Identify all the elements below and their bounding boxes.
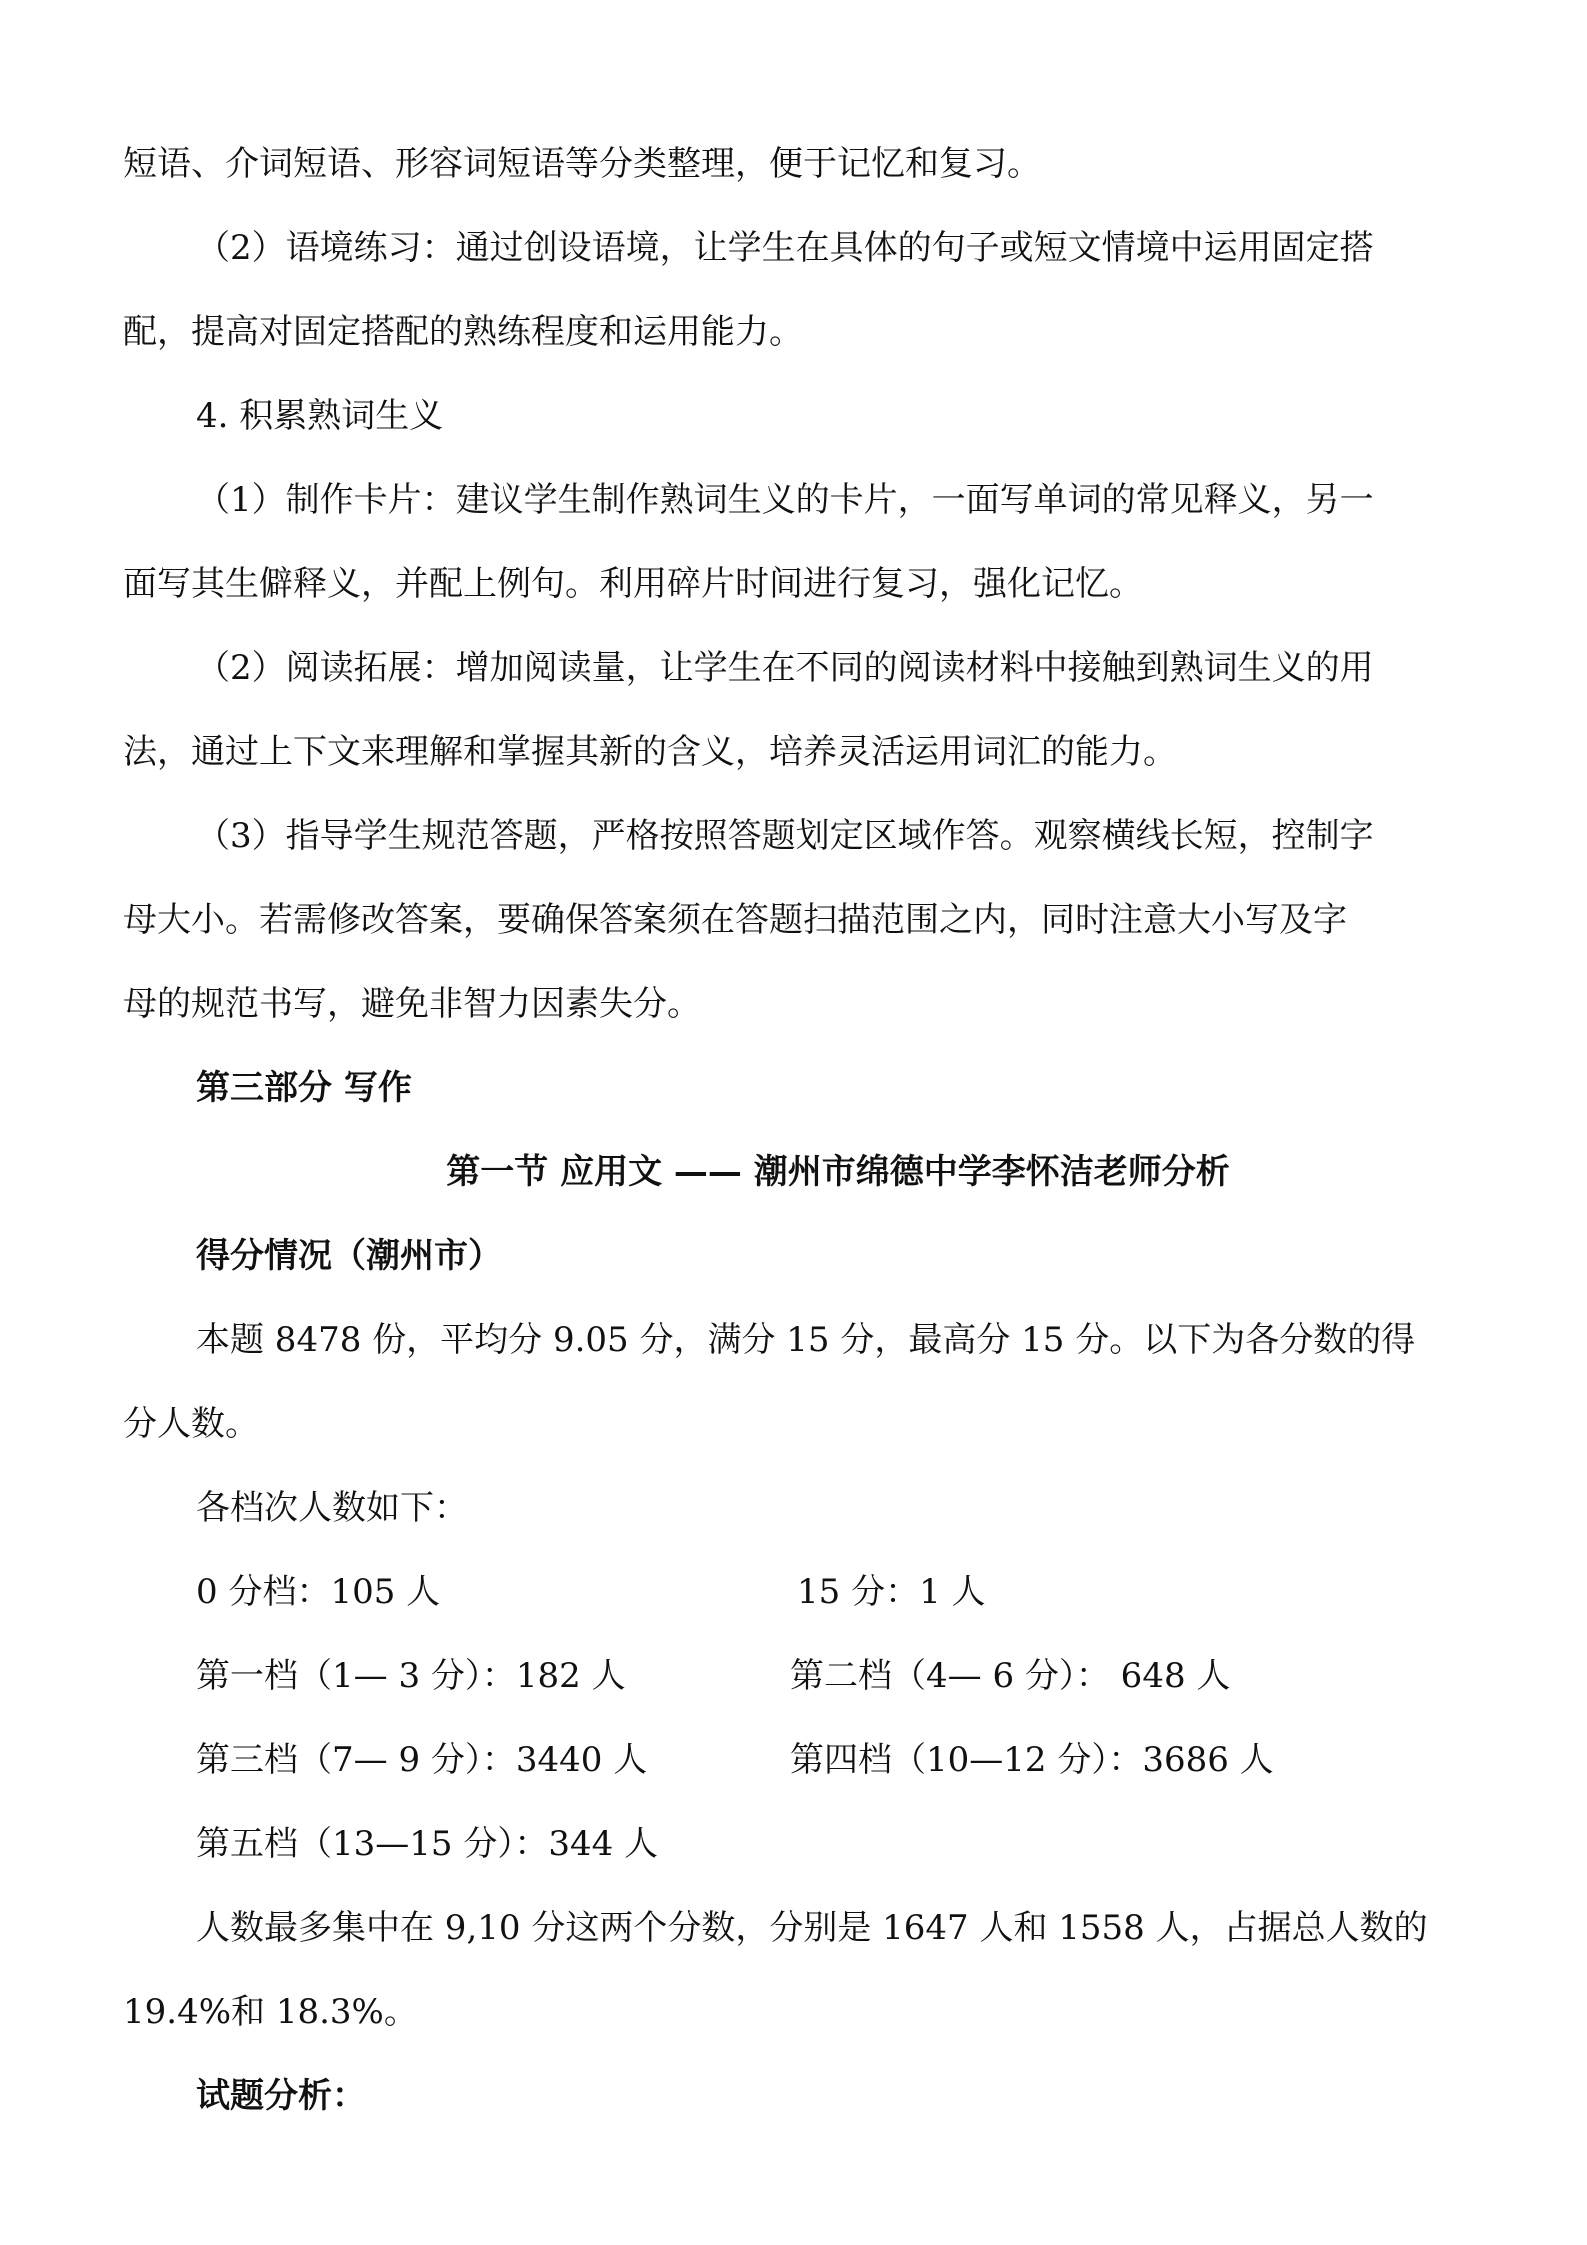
tier-item: 15 分：1 人 (797, 1572, 986, 1612)
subheading: 试题分析： (196, 2076, 366, 2116)
paragraph-line: （3）指导学生规范答题，严格按照答题划定区域作答。观察横线长短，控制字 (196, 816, 1374, 856)
paragraph-line: （2）语境练习：通过创设语境，让学生在具体的句子或短文情境中运用固定搭 (196, 228, 1374, 268)
tier-item: 0 分档：105 人 (196, 1572, 441, 1612)
paragraph-line: 分人数。 (123, 1404, 259, 1444)
paragraph-line: （2）阅读拓展：增加阅读量，让学生在不同的阅读材料中接触到熟词生义的用 (196, 648, 1374, 688)
section-title: 第一节 应用文 —— 潮州市绵德中学李怀洁老师分析 (446, 1152, 1230, 1192)
paragraph-line: 配，提高对固定搭配的熟练程度和运用能力。 (123, 312, 803, 352)
paragraph-line: （1）制作卡片：建议学生制作熟词生义的卡片，一面写单词的常见释义，另一 (196, 480, 1374, 520)
tier-item: 第二档（4— 6 分）： 648 人 (790, 1656, 1231, 1696)
paragraph-line: 19.4%和 18.3%。 (123, 1992, 418, 2032)
paragraph-line: 人数最多集中在 9,10 分这两个分数，分别是 1647 人和 1558 人，占据总人数的 (196, 1908, 1428, 1948)
paragraph-line: 本题 8478 份，平均分 9.05 分，满分 15 分，最高分 15 分。以下为各分数的得 (196, 1320, 1416, 1360)
part-heading: 第三部分 写作 (196, 1068, 412, 1108)
tier-item: 第三档（7— 9 分）：3440 人 (196, 1740, 648, 1780)
paragraph-line: 母的规范书写，避免非智力因素失分。 (123, 984, 701, 1024)
paragraph-line: 短语、介词短语、形容词短语等分类整理，便于记忆和复习。 (123, 144, 1041, 184)
subheading: 得分情况（潮州市） (196, 1236, 502, 1276)
tier-item: 第四档（10—12 分）：3686 人 (790, 1740, 1274, 1780)
paragraph-line: 母大小。若需修改答案，要确保答案须在答题扫描范围之内，同时注意大小写及字 (123, 900, 1347, 940)
tier-item: 第五档（13—15 分）：344 人 (196, 1824, 659, 1864)
paragraph-line: 面写其生僻释义，并配上例句。利用碎片时间进行复习，强化记忆。 (123, 564, 1143, 604)
paragraph-line: 法，通过上下文来理解和掌握其新的含义，培养灵活运用词汇的能力。 (123, 732, 1177, 772)
tier-item: 第一档（1— 3 分）：182 人 (196, 1656, 626, 1696)
section-heading: 4. 积累熟词生义 (196, 396, 444, 436)
tiers-intro: 各档次人数如下： (196, 1488, 468, 1528)
